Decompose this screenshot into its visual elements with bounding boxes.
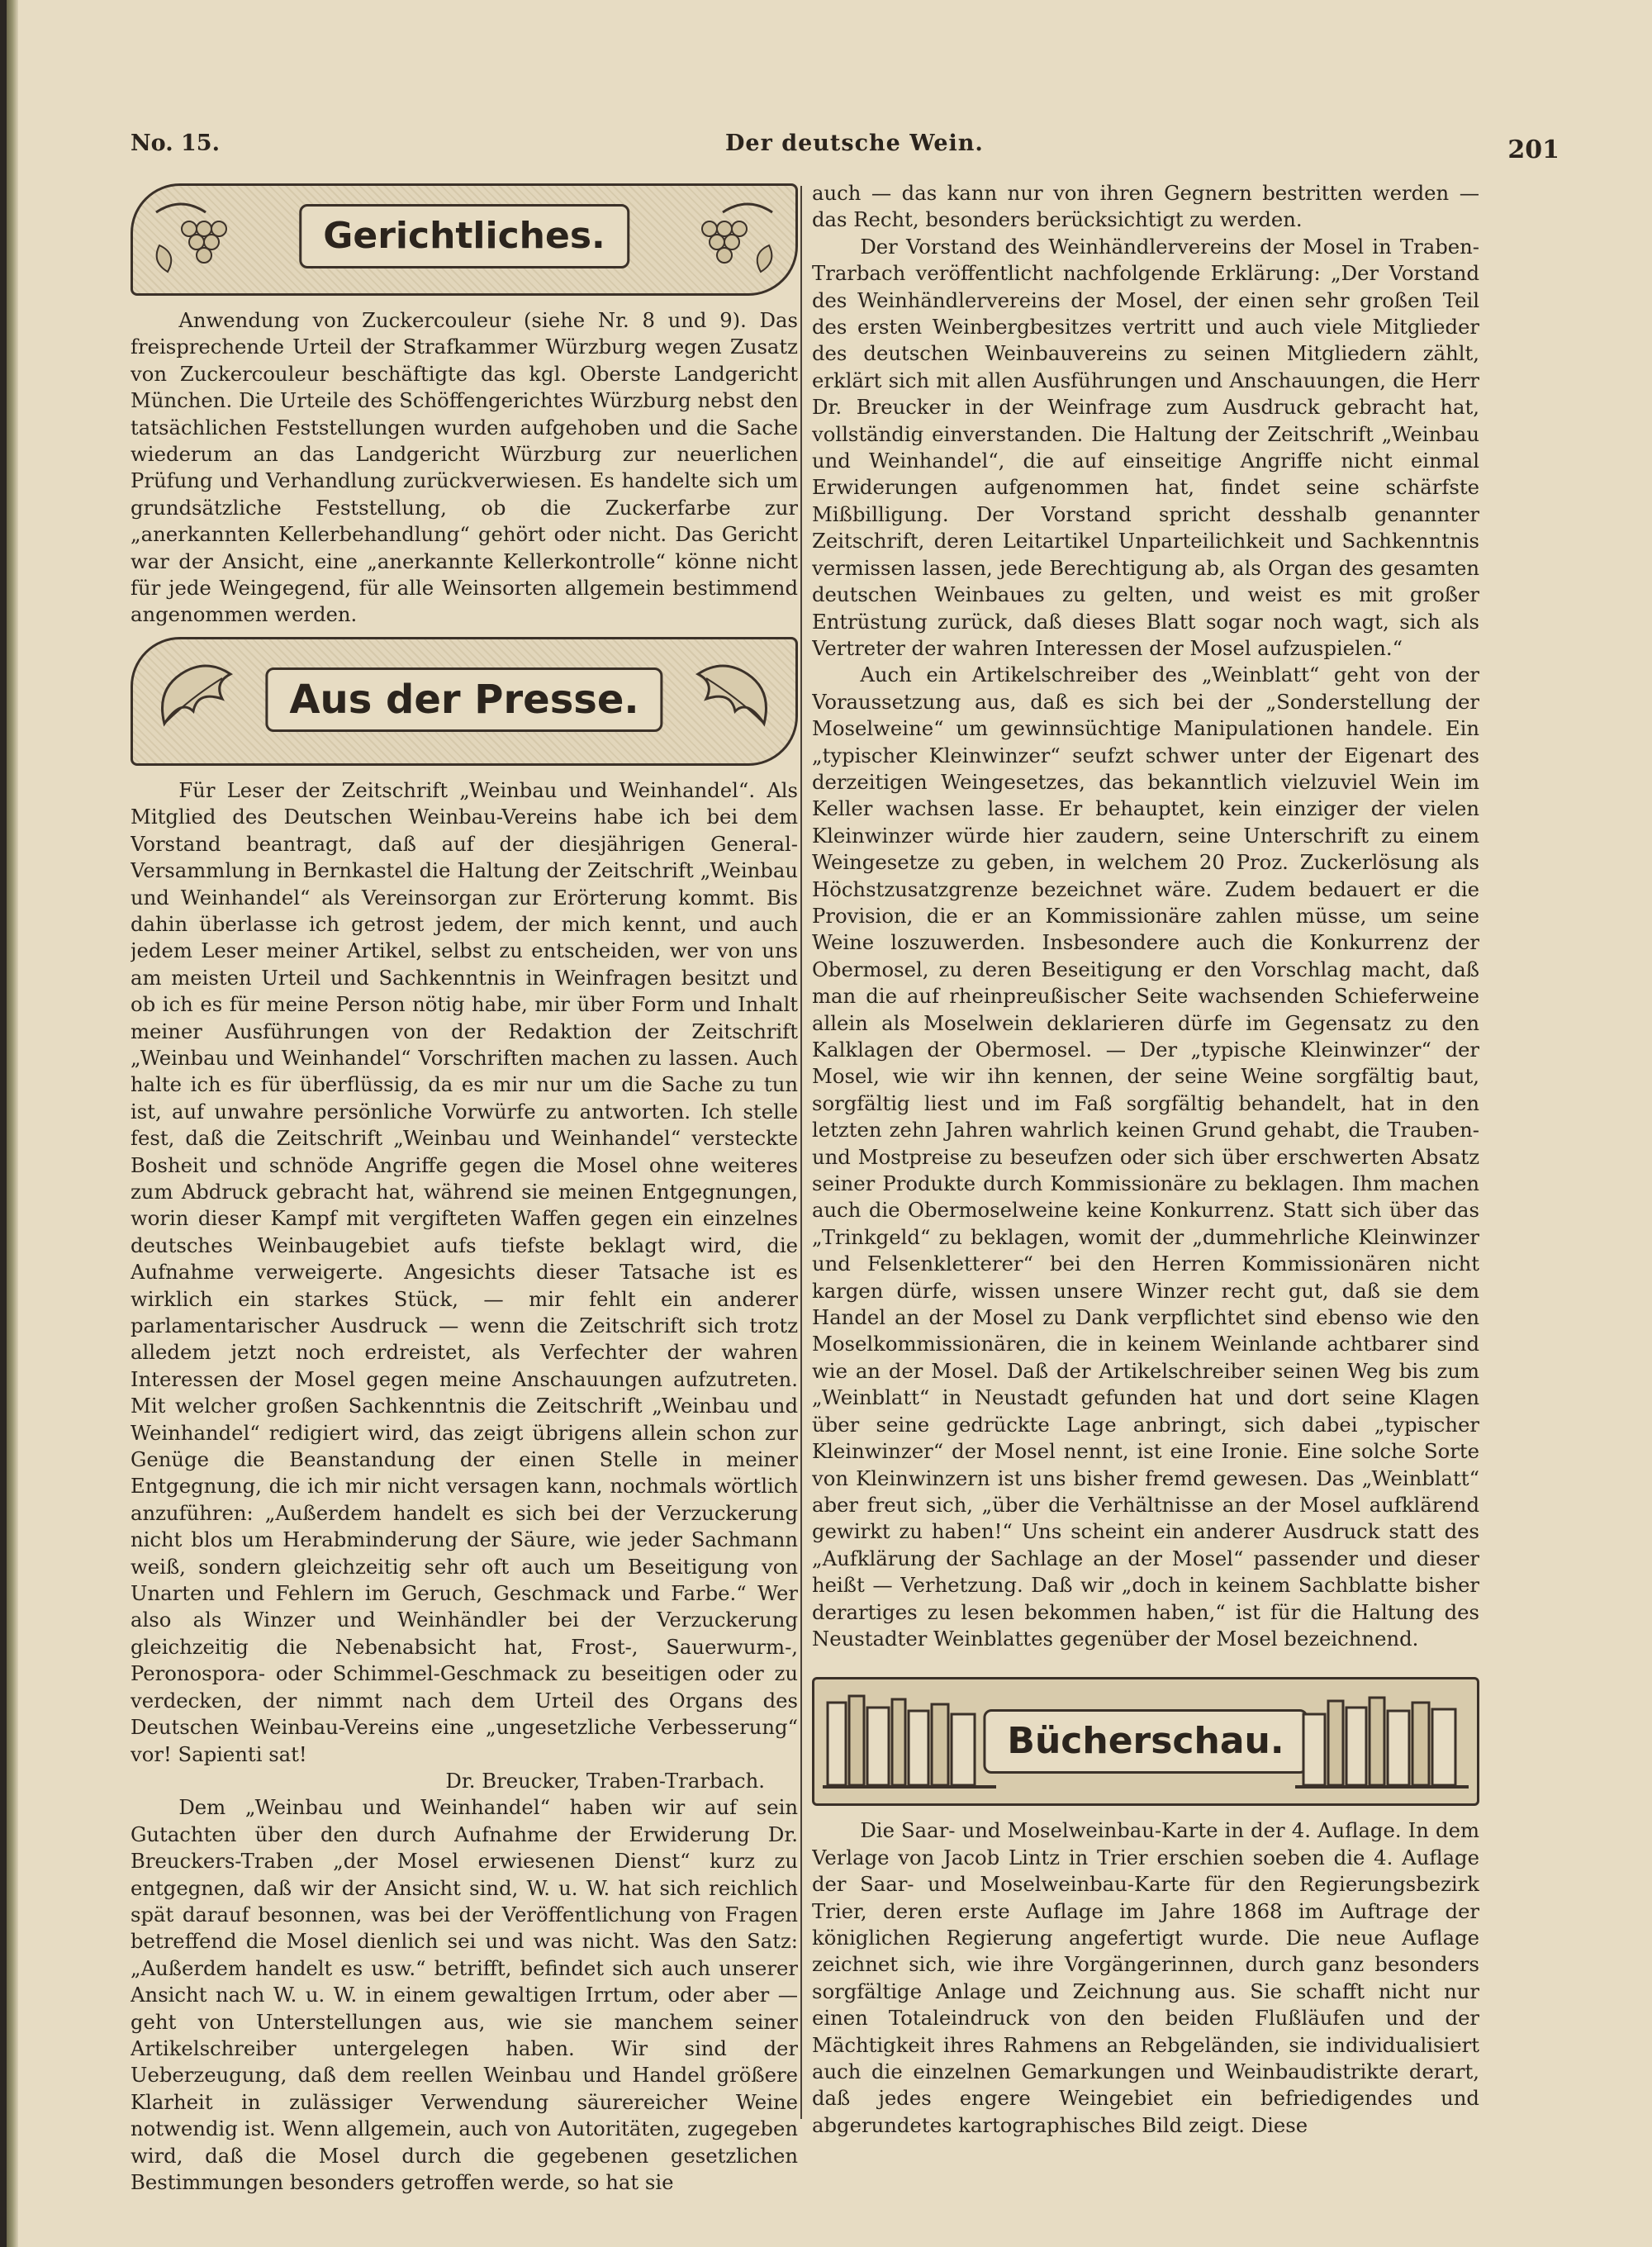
vine-leaf-icon — [681, 649, 781, 735]
signature: Dr. Breucker, Traben-Trarbach. — [445, 1768, 765, 1793]
section-banner-presse — [131, 637, 798, 766]
section-banner-buecherschau — [812, 1677, 1479, 1806]
section-banner-gerichtliches — [131, 183, 798, 296]
paragraph: Auch ein Artikelschreiber des „Weinblatt“ geht von der Voraussetzung aus, daß es sich bei der „Sonderstellung der Moselweine“ um gewinnsüchtige Manipulationen handele. Ein „typischer Kleinwinzer“ seufzt schwer unter der Eigenart des derzeitigen Weingesetzes, das bekanntlich vielzuviel Wein im Keller wachsen lasse. Er behauptet, kein einziger der vielen Kleinwinzer würde hier zaudern, seine Unterschrift zu einem Weingesetze zu geben, in welchem 20 Proz. Zuckerlösung als Höchstzusatzgrenze bezeichnet wäre. Zudem bedauert er die Provision, die er an Kommissionäre zahlen müsse, um seine Weine loszuwerden. Insbesondere auch die Konkurrenz der Obermosel, zu deren Beseitigung er den Vorschlag macht, daß man die auf rheinpreußischer Seite wachsenden Schieferweine allein als Moselwein deklarieren dürfe im Gegensatz zu den Kalklagen der Obermosel. — Der „typische Kleinwinzer“ der Mosel, wie wir ihn kennen, der seine Weine sorgfältig baut, sorgfältig liest und im Faß sorgfältig behandelt, hat in den letzten zehn Jahren wahrlich keinen Grund gehabt, die Trauben- und Mostpreise zu beseufzen oder sich über erschwerten Absatz seiner Produkte durch Kommissionäre zu beklagen. Ihm machen auch die Obermoselweine keine Konkurrenz. Statt sich über das „Trinkgeld“ zu beklagen, womit der „dummehrliche Kleinwinzer und Felsenkletterer“ bei den Herren Kommissionären nicht kargen dürfe, wissen unsere Winzer recht gut, daß sie dem Handel an der Mosel zu Dank verpflichtet sind ebenso wie den Moselkommissionären, die in keinem Weinlande achtbarer sind wie an der Mosel. Daß der Artikelschreiber seinen Weg bis zum „Weinblatt“ in Neustadt gefunden hat und dort seine Klagen über seine gedrückte Lage anbringt, sich dabei „typischer Kleinwinzer“ der Mosel nennt, ist eine Ironie. Eine solche Sorte von Kleinwinzern ist uns bisher fremd gewesen. Das „Weinblatt“ aber freut sich, „über die Verhältnisse an der Mosel aufklärend gewirkt zu haben!“ Uns scheint ein anderer Ausdruck statt des „Aufklärung der Sachlage an der Mosel“ passender und dieser heißt — Verhetzung. Daß wir „doch in keinem Sachblatte bisher derartiges zu lesen bekommen haben,“ ist für die Haltung des Neustadter Weinblattes gegenüber der Mosel bezeichnend. — [812, 663, 1479, 1651]
left-column — [131, 180, 798, 2196]
paragraph: Anwendung von Zuckercouleur (siehe Nr. 8 und 9). Das freisprechende Urteil der Strafkammer Würzburg wegen Zusatz von Zuckercouleur beschäftigte das kgl. Oberste Landgericht München. Die Urteile des Schöffengerichtes Würzburg nebst den tatsächlichen Feststellungen wurden aufgehoben und die Sache wiederum an das Landgericht Würzburg zur neuerlichen Prüfung und Verhandlung zurückverwiesen. Es handelte sich um grundsätzliche Feststellung, ob die Zuckerfarbe zur „anerkannten Kellerbehandlung“ gehört oder nicht. Das Gericht war der Ansicht, eine „anerkannte Kellerkontrolle“ könne nicht für jede Weingegend, für alle Weinsorten allgemein bestimmend angenommen werden. — [131, 308, 798, 627]
section-heading: Aus der Presse. — [265, 667, 662, 732]
section-heading: Gerichtliches. — [299, 204, 629, 268]
vine-leaf-icon — [148, 649, 247, 735]
grape-ornament-icon — [681, 196, 781, 282]
journal-title: Der deutsche Wein. — [725, 131, 984, 156]
paragraph: Der Vorstand des Weinhändlervereins der Mosel in Traben-Trarbach veröffentlicht nachfolgende Erklärung: „Der Vorstand des Weinhändlervereins der Mosel, der einen sehr großen Teil des ersten Weinbergbesitzes vertritt und auch viele Mitglieder des deutschen Weinbauvereins zu seinen Mitgliedern zählt, erklärt sich mit allen Ausführungen und Anschauungen, die Herr Dr. Breucker in der Weinfrage zum Ausdruck gebracht hat, vollständig einverstanden. Die Haltung der Zeitschrift „Weinbau und Weinhandel“, die auf einseitige Angriffe nicht einmal Erwiderungen aufgenommen hat, findet seine schärfste Mißbilligung. Der Vorstand spricht desshalb genannter Zeitschrift, deren Leitartikel Unparteilichkeit und Sachkenntnis vermissen lassen, jede Berechtigung ab, als Organ des gesamten deutschen Weinbaues zu gelten, und weist es mit großer Entrüstung zurück, daß dieses Blatt sogar noch wagt, sich als Vertreter der wahren Interessen der Mosel aufzuspielen.“ — [812, 234, 1479, 660]
newspaper-page — [7, 0, 1652, 2247]
paragraph: Für Leser der Zeitschrift „Weinbau und Weinhandel“. Als Mitglied des Deutschen Weinbau-Vereins habe ich bei dem Vorstand beantragt, daß auf der diesjährigen General-Versammlung in Bernkastel die Haltung der Zeitschrift „Weinbau und Weinhandel“ als Vereinsorgan zur Erörterung kommt. Bis dahin überlasse ich getrost jedem, der mich kennt, und auch jedem Leser meiner Artikel, selbst zu entscheiden, wer von uns am meisten Urteil und Sachkenntnis in Weinfragen besitzt und ob ich es für meine Person nötig habe, mir über Form und Inhalt meiner Ausführungen von der Redaktion der Zeitschrift „Weinbau und Weinhandel“ Vorschriften machen zu lassen. Auch halte ich es für überflüssig, da es mir nur um die Sache zu tun ist, auf unwahre persönliche Vorwürfe zu antworten. Ich stelle fest, daß die Zeitschrift „Weinbau und Weinhandel“ versteckte Bosheit und schnöde Angriffe gegen die Mosel ohne weiteres zum Abdruck gebracht hat, während sie meinen Entgegnungen, worin dieser Kampf mit vergifteten Waffen gegen ein einzelnes deutsches Weinbaugebiet aufs tiefste beklagt wird, die Aufnahme verweigerte. Angesichts dieser Tatsache ist es wirklich ein starkes Stück, — mir fehlt ein anderer parlamentarischer Ausdruck — wenn die Zeitschrift sich trotz alledem jetzt noch erdreistet, als Verfechter der wahren Interessen der Mosel gegen meine Anschauungen aufzutreten. Mit welcher großen Sachkenntnis die Zeitschrift „Weinbau und Weinhandel“ redigiert wird, das zeigt übrigens allein schon zur Genüge die Beanstandung der einen Stelle in meiner Entgegnung, die ich mir nicht versagen kann, nochmals wörtlich anzuführen: „Außerdem handelt es sich bei der Verzuckerung nicht blos um Herabminderung der Säure, wie jeder Sachmann weiß, sondern gleichzeitig sehr oft auch um Beseitigung von Unarten und Fehlern im Geruch, Geschmack und Farbe.“ Wer also als Winzer und Weinhändler bei der Verzuckerung gleichzeitig die Nebenabsicht hat, Frost-, Sauerwurm-, Peronospora- oder Schimmel-Geschmack zu beseitigen oder zu verdecken, der nimmt nach dem Urteil des Organs des Deutschen Weinbau-Vereins eine „ungesetzliche Verbesserung“ vor! Sapienti sat! — [131, 777, 798, 1766]
issue-number: No. 15. — [131, 131, 220, 156]
running-head — [131, 124, 1559, 165]
paragraph: Dem „Weinbau und Weinhandel“ haben wir auf sein Gutachten über den durch Aufnahme der Erwiderung Dr. Breuckers-Traben „der Mosel erwiesenen Dienst“ kurz zu entgegnen, daß wir der Ansicht sind, W. u. W. hat sich reichlich spät darauf besonnen, was bei der Veröffentlichung von Fragen betreffend die Mosel dienlich sei und was nicht. Was den Satz: „Außerdem handelt es usw.“ betrifft, befindet sich auch unserer Ansicht nach W. u. W. in einem gewaltigen Irrtum, oder aber — geht von Unterstellungen aus, wie sie manchem seiner Artikelschreiber untergelegen haben. Wir sind der Ueberzeugung, daß dem reellen Weinbau und Handel größere Klarheit in zulässiger Verwendung säurereicher Weine notwendig ist. Wenn allgemein, auch von Autoritäten, zugegeben wird, daß die Mosel durch die gegebenen gesetzlichen Bestimmungen besonders getroffen werde, so hat sie — [131, 1795, 798, 2194]
right-column — [812, 180, 1479, 2196]
paragraph: auch — das kann nur von ihren Gegnern bestritten werden — das Recht, besonders berücksichtigt zu werden. — [812, 181, 1479, 232]
section-heading: Bücherschau. — [983, 1709, 1308, 1774]
grape-ornament-icon — [148, 196, 247, 282]
bookshelf-icon — [1295, 1689, 1469, 1792]
page-number: 201 — [1507, 135, 1559, 164]
bookshelf-icon — [823, 1689, 996, 1792]
column-rule — [800, 186, 802, 2119]
paragraph: Die Saar- und Moselweinbau-Karte in der 4. Auflage. In dem Verlage von Jacob Lintz in Trier erschien soeben die 4. Auflage der Saar- und Moselweinbau-Karte für den Regierungsbezirk Trier, deren erste Auflage im Jahre 1868 im Auftrage der königlichen Regierung angefertigt wurde. Die neue Auflage zeichnet sich, wie ihre Vorgängerinnen, durch ganz besonders sorgfältige Anlage und Zeichnung aus. Sie schafft nicht nur einen Totaleindruck von den beiden Flußläufen und der Mächtigkeit ihres Rahmens an Rebgeländen, sie individualisiert auch die einzelnen Gemarkungen und Weinbaudistrikte derart, daß jedes engere Weingebiet ein befriedigendes und abgerundetes kartographisches Bild zeigt. Diese — [812, 1818, 1479, 2137]
book-spine — [7, 0, 18, 2247]
